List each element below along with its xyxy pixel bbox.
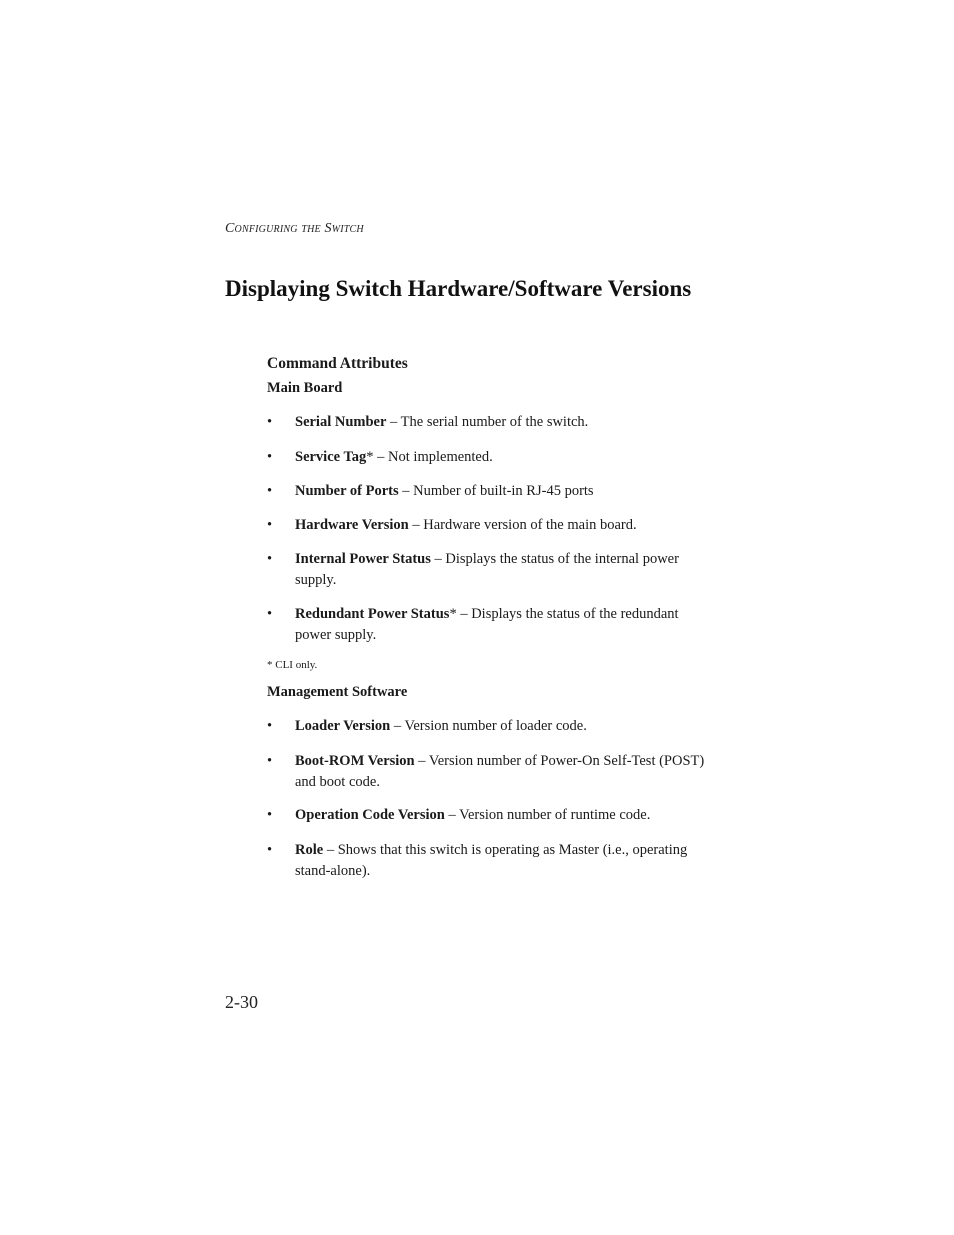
attribute-term: Role — [295, 842, 324, 858]
attribute-marker: * — [366, 449, 374, 465]
attribute-marker: * — [449, 606, 457, 622]
list-item — [267, 805, 705, 840]
bullet-icon: • — [267, 807, 273, 823]
attribute-description: – Displays the status of the internal power supply. — [295, 551, 679, 588]
attribute-term: Redundant Power Status — [295, 606, 450, 622]
section-heading: Command Attributes — [267, 355, 408, 372]
attribute-term: Hardware Version — [295, 517, 409, 533]
list-item — [267, 716, 705, 751]
attribute-term: Service Tag — [295, 449, 367, 465]
bullet-icon: • — [267, 753, 273, 769]
footnote: * CLI only. — [267, 659, 318, 671]
list-item — [267, 515, 705, 549]
attribute-term: Internal Power Status — [295, 551, 431, 567]
page-number: 2-30 — [225, 992, 258, 1012]
bullet-icon: • — [267, 517, 273, 533]
attribute-description: – Version number of Power-On Self-Test (POST) and boot code. — [295, 753, 705, 790]
list-item — [267, 604, 705, 658]
list-item — [267, 549, 705, 604]
management-software-list — [267, 716, 717, 885]
list-item — [267, 481, 705, 515]
management-software-heading: Management Software — [267, 684, 408, 700]
page-title: Displaying Switch Hardware/Software Versions — [225, 276, 692, 301]
main-board-heading: Main Board — [267, 380, 343, 396]
list-item — [267, 412, 705, 447]
attribute-description: – Number of built-in RJ-45 ports — [398, 483, 594, 499]
bullet-icon: • — [267, 414, 273, 430]
attribute-description: – Displays the status of the redundant power supply. — [295, 606, 679, 643]
attribute-description: – Hardware version of the main board. — [408, 517, 637, 533]
attribute-term: Boot-ROM Version — [295, 753, 415, 769]
attribute-description: – Shows that this switch is operating as Master (i.e., operating stand-alone). — [295, 842, 688, 879]
attribute-description: – Not implemented. — [373, 449, 493, 465]
list-item — [267, 447, 705, 481]
attribute-description: – Version number of loader code. — [390, 718, 587, 734]
attribute-term: Loader Version — [295, 718, 391, 734]
list-item — [267, 751, 705, 805]
main-board-list — [267, 412, 717, 658]
bullet-icon: • — [267, 449, 273, 465]
bullet-icon: • — [267, 483, 273, 499]
bullet-icon: • — [267, 842, 273, 858]
bullet-icon: • — [267, 718, 273, 734]
content-body — [267, 354, 717, 885]
attribute-term: Serial Number — [295, 414, 387, 430]
attribute-description: – Version number of runtime code. — [444, 807, 651, 823]
bullet-icon: • — [267, 551, 273, 567]
attribute-term: Number of Ports — [295, 483, 399, 499]
list-item — [267, 840, 705, 885]
bullet-icon: • — [267, 606, 273, 622]
running-header: Configuring the Switch — [225, 221, 364, 236]
attribute-term: Operation Code Version — [295, 807, 445, 823]
attribute-description: – The serial number of the switch. — [386, 414, 589, 430]
